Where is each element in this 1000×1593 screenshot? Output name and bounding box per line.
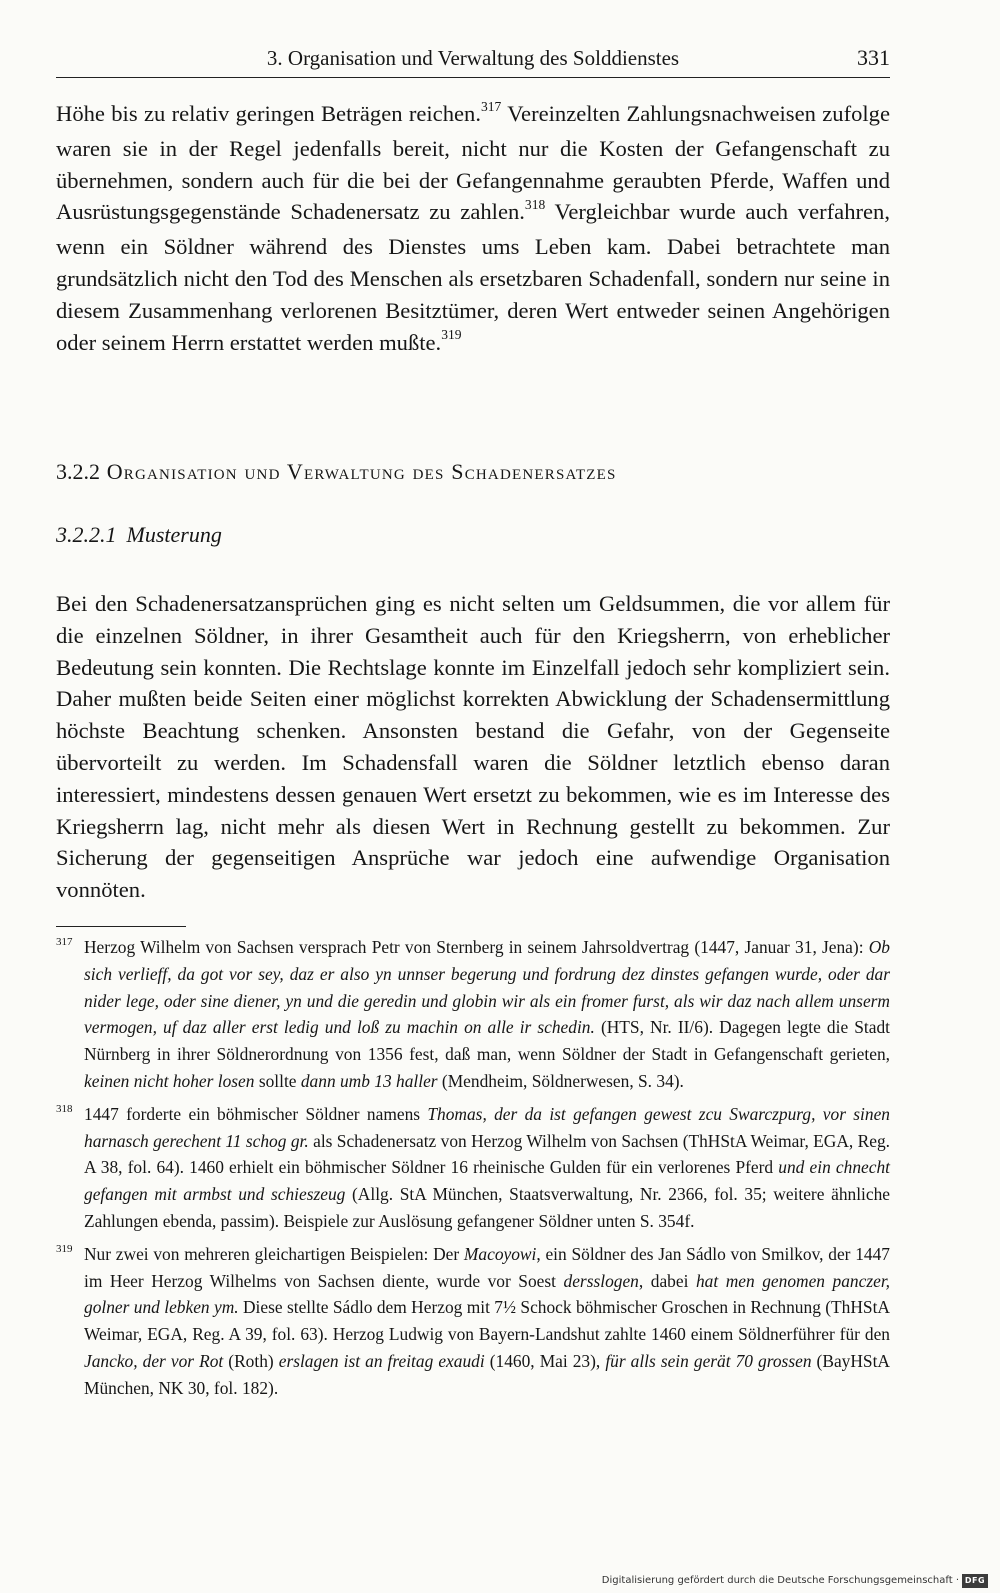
subsection-title: Musterung: [126, 522, 222, 547]
footnote-divider: [56, 926, 186, 927]
footnote-text: Diese stellte Sádlo dem Herzog mit 7½ Schock böhmischer Groschen in Rechnung (ThHStA Weimar, EGA, Reg. A 39, fol. 63). Herzog Ludwig von Bayern-Landshut zahlte 1460 einem Söldnerführer für den: [84, 1297, 890, 1345]
footnote-text: , ein Söldner des Jan Sádlo von Smilkov, der 1447 im Heer Herzog Wilhelms von Sachsen diente, wurde vor Soest: [84, 1243, 890, 1291]
footnote-text: als Schadenersatz von Herzog Wilhelm von Sachsen (ThHStA Weimar, EGA, Reg. A 38, fol. 64). 1460 erhielt ein böhmischer Söldner 16 rheinische Gulden für ein verlorenes Pferd: [84, 1130, 890, 1178]
paragraph-text: Vergleichbar wurde auch verfahren, wenn ein Söldner während des Dienstes ums Leben kam. Dabei betrachtete man grundsätzlich nicht den Tod des Menschen als ersetzbaren Schadenfall, sondern nur seine in diesem Zusammenhang verlorenen Besitztümer, deren Wert entweder seinen Angehörigen oder seinem Herrn erstattet werden mußte.: [56, 199, 890, 355]
footnote-318: [56, 1101, 890, 1235]
footnote-ref-317[interactable]: 317: [480, 98, 502, 114]
footnote-quote: Macoyowi: [463, 1243, 537, 1264]
subsection-heading: [56, 519, 222, 551]
footnote-quote: Thomas, der da ist gefangen gewest zcu Swarczpurg, vor sinen harnasch gerechent 11 schog gr.: [84, 1103, 890, 1151]
footnote-number: 319: [56, 1242, 73, 1255]
footnote-ref-319[interactable]: 319: [441, 327, 462, 343]
running-head: 3. Organisation und Verwaltung des Solddienstes: [266, 46, 680, 70]
footnote-text: (Roth): [223, 1350, 279, 1371]
footnotes: [56, 934, 890, 1408]
footnote-quote: keinen nicht hoher losen: [84, 1070, 255, 1091]
footnote-quote: hat men genomen panczer, golner und lebken ym.: [84, 1270, 891, 1318]
footnote-317: [56, 934, 890, 1095]
page-number: 331: [857, 45, 890, 70]
footnote-quote: dersslogen: [563, 1270, 639, 1291]
body-paragraph-2: Bei den Schadenersatzansprüchen ging es nicht selten um Geldsummen, die vor allem für die einzelnen Söldner, in ihrer Gesamtheit auch für den Kriegsherrn, von erheblicher Bedeutung sein konnten. Die Rechtslage konnte im Einzelfall jedoch sehr kompliziert sein. Daher mußten beide Seiten einer möglichst korrekten Abwicklung der Schadensermittlung höchste Beachtung schenken. Ansonsten bestand die Gefahr, von der Gegenseite übervorteilt zu werden. Im Schadensfall waren die Söldner letztlich ebenso daran interessiert, mindestens dessen genauen Wert ersetzt zu bekommen, wie es im Interesse des Kriegsherrn lag, nicht mehr als diesen Wert in Rechnung gestellt zu bekommen. Zur Sicherung der gegenseitigen Ansprüche war jedoch eine aufwendige Organisation vonnöten.: [56, 591, 890, 903]
body-paragraph-1: [56, 98, 890, 361]
footnote-text: (1460, Mai 23),: [484, 1350, 606, 1371]
footnote-text: 1447 forderte ein böhmischer Söldner namens: [84, 1103, 428, 1124]
footnote-text: (HTS, Nr. II/6). Dagegen legte die Stadt Nürnberg in ihrer Söldnerordnung von 1356 fest, daß man, wenn Söldner der Stadt in Gefangenschaft gerieten,: [84, 1017, 890, 1065]
footnote-quote: Jancko, der vor Rot: [84, 1350, 224, 1371]
paragraph-text: Höhe bis zu relativ geringen Beträgen reichen.: [56, 101, 481, 126]
dfg-logo: DFG: [962, 1574, 988, 1588]
footnote-text: (BayHStA München, NK 30, fol. 182).: [84, 1350, 890, 1398]
footnote-quote: und ein chnecht gefangen mit armbst und schieszeug: [84, 1157, 890, 1205]
section-number: 3.2.2: [56, 459, 100, 484]
footnote-text: , dabei: [638, 1270, 696, 1291]
footnote-ref-318[interactable]: 318: [524, 197, 546, 213]
footnote-text: (Allg. StA München, Staatsverwaltung, Nr. 2366, fol. 35; weitere ähnliche Zahlungen ebenda, passim). Beispiele zur Auslösung gefangener Söldner unten S. 354f.: [84, 1184, 891, 1231]
subsection-number: 3.2.2.1: [56, 522, 117, 547]
section-heading: [56, 456, 890, 488]
digitization-credit: Digitalisierung gefördert durch die Deutsche Forschungsgemeinschaft ·: [601, 1575, 959, 1586]
footnote-text: Herzog Wilhelm von Sachsen versprach Petr von Sternberg in seinem Jahrsoldvertrag (1447, Januar 31, Jena):: [84, 937, 869, 957]
footnote-quote: Ob sich verlieff, da got vor sey, daz er also yn unnser begerung und fordrung dez dinstes gefangen wurde, oder dar nider lege, oder sine diener, yn und die geredin und globin wir als ein fromer furst, als wir daz nach allem unserm vermogen, uf daz aller erst ledig und loß zu machin on alle ir schedin.: [84, 937, 890, 1038]
page-footer: [602, 1573, 988, 1589]
footnote-quote: für alls sein gerät 70 grossen: [605, 1350, 812, 1371]
footnote-text: (Mendheim, Söldnerwesen, S. 34).: [437, 1070, 684, 1091]
page-header: [56, 43, 890, 78]
footnote-quote: erslagen ist an freitag exaudi: [278, 1350, 485, 1371]
footnote-text: sollte: [254, 1070, 301, 1091]
section-title: Organisation und Verwaltung des Schadenersatzes: [106, 459, 617, 484]
footnote-319: [56, 1241, 890, 1402]
paragraph-text: Vereinzelten Zahlungsnachweisen zufolge waren sie in der Regel jedenfalls bereit, nicht nur die Kosten der Gefangenschaft zu übernehmen, sondern auch für die bei der Gefangennahme geraubten Pferde, Waffen und Ausrüstungsgegenstände Schadenersatz zu zahlen.: [56, 101, 890, 225]
footnote-quote: dann umb 13 haller: [300, 1070, 438, 1091]
footnote-number: 317: [56, 936, 73, 948]
footnote-text: Nur zwei von mehreren gleichartigen Beispielen: Der: [84, 1243, 464, 1264]
footnote-number: 318: [56, 1102, 73, 1115]
